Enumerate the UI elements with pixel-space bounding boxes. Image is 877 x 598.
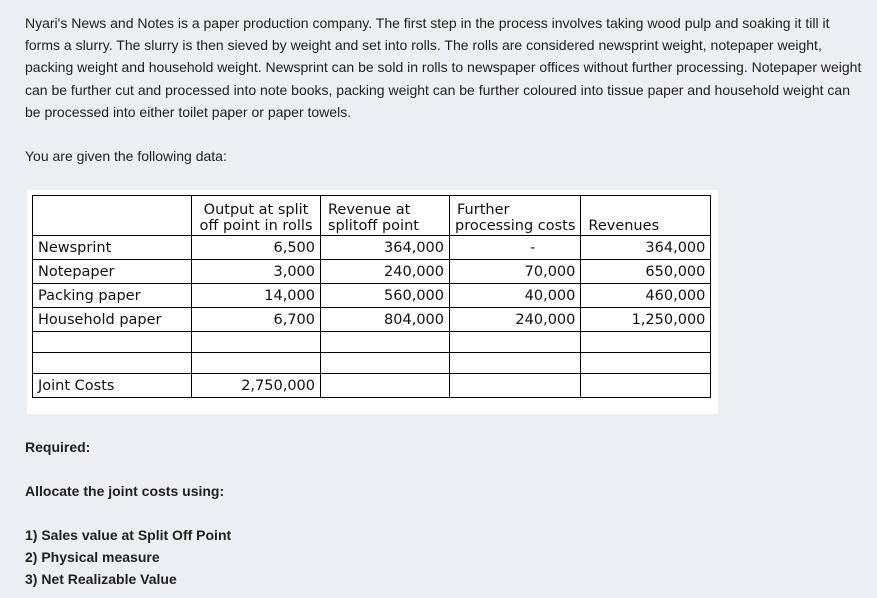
method-item: 3) Net Realizable Value [25,571,177,587]
table-row [33,260,711,284]
header-revenues-label: Revenues [588,218,660,234]
revenues-cell: 460,000 [581,284,711,308]
table-row [33,308,711,332]
joint-costs-label: Joint Costs [33,374,192,398]
further-cost-cell: 70,000 [450,260,581,284]
intro-paragraph: Nyari's News and Notes is a paper production company. The first step in the process involves taking wood pulp and soaking it till it forms a slurry. The slurry is then sieved by weight and set into rolls. The rolls are considered newsprint weight, notepaper weight, packing weight and household weight. Newsprint can be sold in rolls to newspaper offices without further processing. Notepaper weight can be further cut and processed into note books, packing weight can be further coloured into tissue paper and household weight can be processed into either toilet paper or paper towels. [25,15,862,120]
header-output-line1: Output at split [203,202,309,218]
revenues-cell: 364,000 [581,236,711,260]
further-cost-cell: - [450,236,581,260]
header-revenues [581,196,711,236]
revenues-cell: 1,250,000 [581,308,711,332]
output-cell: 6,500 [192,236,321,260]
revenue-split-cell: 240,000 [321,260,450,284]
table-row [33,284,711,308]
output-cell: 3,000 [192,260,321,284]
product-cell: Packing paper [33,284,192,308]
revenue-split-cell: 560,000 [321,284,450,308]
header-further [450,196,581,236]
joint-costs-value: 2,750,000 [192,374,321,398]
data-table [32,195,711,398]
product-cell: Household paper [33,308,192,332]
allocate-heading: Allocate the joint costs using: [25,483,225,499]
header-output-line2: off point in rolls [199,218,313,234]
revenue-split-cell: 804,000 [321,308,450,332]
table-header-row [33,196,711,236]
header-further-line1: Further [457,202,510,218]
method-item: 1) Sales value at Split Off Point [25,527,232,543]
method-item: 2) Physical measure [25,549,160,565]
product-cell: Newsprint [33,236,192,260]
header-revenue-line1: Revenue at [328,202,411,218]
required-heading: Required: [25,439,91,455]
table-empty-row [33,353,711,374]
output-cell: 6,700 [192,308,321,332]
header-output [192,196,321,236]
revenue-split-cell: 364,000 [321,236,450,260]
given-data-text: You are given the following data: [25,148,227,164]
table-row [33,236,711,260]
output-cell: 14,000 [192,284,321,308]
joint-costs-row [33,374,711,398]
header-further-line2: processing costs [455,218,576,234]
header-empty-cell [33,196,192,236]
header-revenue-split [321,196,450,236]
data-table-container [27,190,718,414]
table-empty-row [33,332,711,353]
further-cost-cell: 40,000 [450,284,581,308]
product-cell: Notepaper [33,260,192,284]
header-revenue-line2: splitoff point [328,218,419,234]
further-cost-cell: 240,000 [450,308,581,332]
revenues-cell: 650,000 [581,260,711,284]
